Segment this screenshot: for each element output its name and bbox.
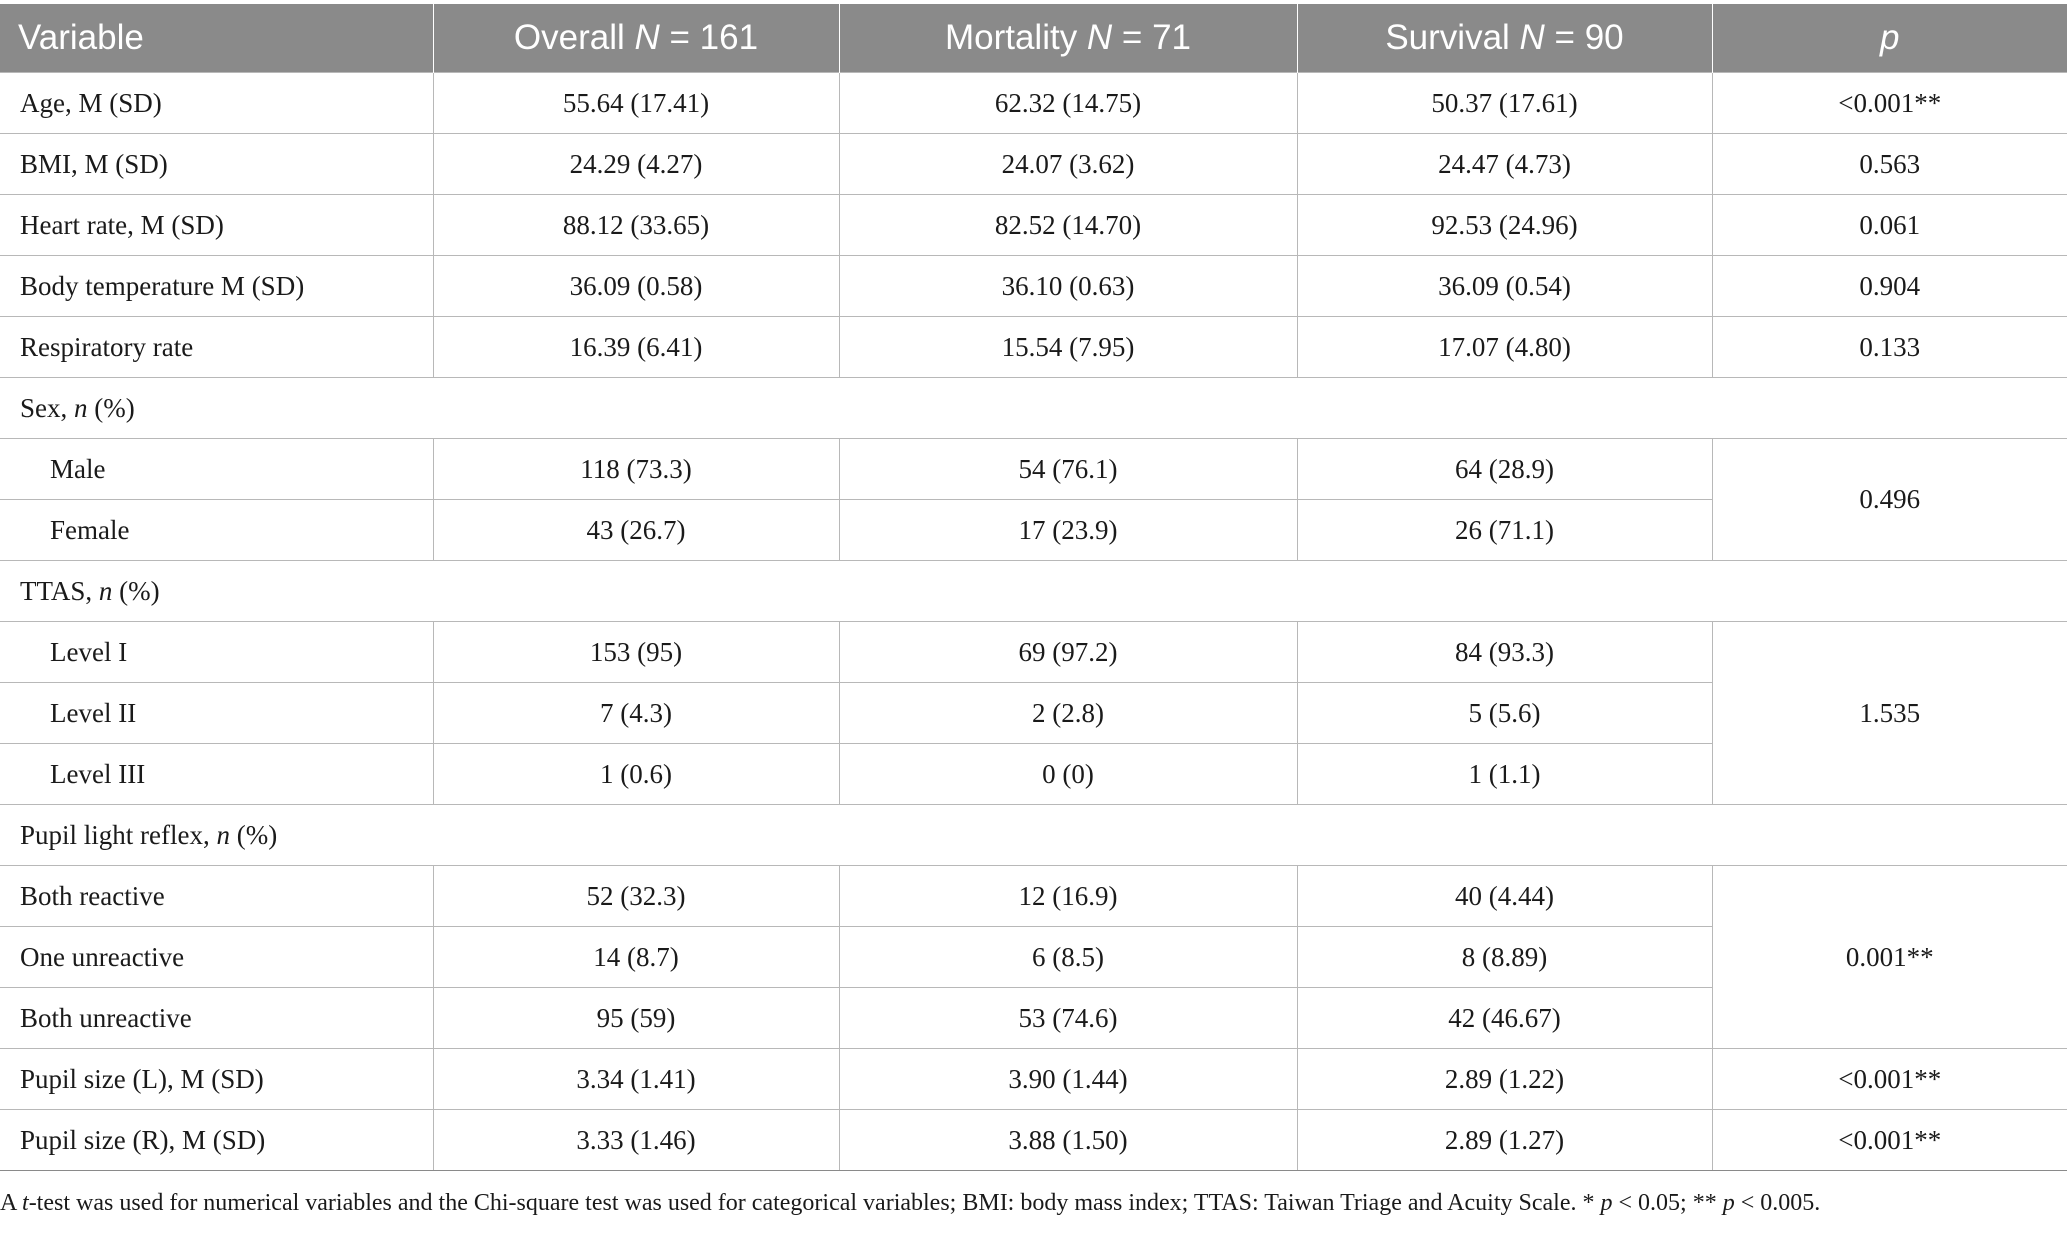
cell-mortality: 82.52 (14.70) — [839, 195, 1297, 256]
table-row — [0, 866, 2067, 927]
cell-overall: 36.09 (0.58) — [433, 256, 839, 317]
header-overall: Overall N = 161 — [433, 4, 839, 73]
cell-p: 0.904 — [1712, 256, 2067, 317]
cell-overall: 43 (26.7) — [433, 500, 839, 561]
cell-mortality: 3.90 (1.44) — [839, 1049, 1297, 1110]
section-row — [0, 378, 2067, 439]
row-label: Both reactive — [0, 866, 433, 927]
header-row — [0, 4, 2067, 73]
cell-survival: 64 (28.9) — [1297, 439, 1712, 500]
row-label: Female — [0, 500, 433, 561]
row-label: Level I — [0, 622, 433, 683]
cell-mortality: 15.54 (7.95) — [839, 317, 1297, 378]
cell-p: 1.535 — [1712, 622, 2067, 805]
cell-overall: 1 (0.6) — [433, 744, 839, 805]
cell-survival: 17.07 (4.80) — [1297, 317, 1712, 378]
cell-survival: 26 (71.1) — [1297, 500, 1712, 561]
cell-p: 0.496 — [1712, 439, 2067, 561]
cell-mortality: 54 (76.1) — [839, 439, 1297, 500]
cell-survival: 8 (8.89) — [1297, 927, 1712, 988]
table-row — [0, 134, 2067, 195]
cell-survival: 1 (1.1) — [1297, 744, 1712, 805]
header-variable: Variable — [0, 4, 433, 73]
row-label: Age, M (SD) — [0, 73, 433, 134]
cell-mortality: 53 (74.6) — [839, 988, 1297, 1049]
cell-mortality: 69 (97.2) — [839, 622, 1297, 683]
section-row — [0, 805, 2067, 866]
row-label: Both unreactive — [0, 988, 433, 1049]
header-mortality: Mortality N = 71 — [839, 4, 1297, 73]
cell-overall: 118 (73.3) — [433, 439, 839, 500]
cell-mortality: 6 (8.5) — [839, 927, 1297, 988]
cell-p: <0.001** — [1712, 73, 2067, 134]
table-row — [0, 73, 2067, 134]
cell-p: <0.001** — [1712, 1049, 2067, 1110]
table-row — [0, 317, 2067, 378]
row-label: BMI, M (SD) — [0, 134, 433, 195]
cell-survival: 5 (5.6) — [1297, 683, 1712, 744]
row-label: Pupil size (L), M (SD) — [0, 1049, 433, 1110]
cell-overall: 153 (95) — [433, 622, 839, 683]
cell-survival: 40 (4.44) — [1297, 866, 1712, 927]
cell-mortality: 0 (0) — [839, 744, 1297, 805]
cell-overall: 95 (59) — [433, 988, 839, 1049]
table-row — [0, 439, 2067, 500]
cell-overall: 3.33 (1.46) — [433, 1110, 839, 1171]
section-row — [0, 561, 2067, 622]
cell-p: 0.001** — [1712, 866, 2067, 1049]
cell-overall: 16.39 (6.41) — [433, 317, 839, 378]
cell-overall: 88.12 (33.65) — [433, 195, 839, 256]
section-label-pupil: Pupil light reflex, n (%) — [0, 805, 2067, 866]
cell-survival: 50.37 (17.61) — [1297, 73, 1712, 134]
cell-mortality: 3.88 (1.50) — [839, 1110, 1297, 1171]
cell-overall: 7 (4.3) — [433, 683, 839, 744]
section-label-sex: Sex, n (%) — [0, 378, 2067, 439]
table-row — [0, 195, 2067, 256]
section-label-ttas: TTAS, n (%) — [0, 561, 2067, 622]
cell-survival: 36.09 (0.54) — [1297, 256, 1712, 317]
row-label: Heart rate, M (SD) — [0, 195, 433, 256]
cell-overall: 55.64 (17.41) — [433, 73, 839, 134]
table-row — [0, 1110, 2067, 1171]
cell-p: <0.001** — [1712, 1110, 2067, 1171]
cell-overall: 14 (8.7) — [433, 927, 839, 988]
cell-survival: 2.89 (1.22) — [1297, 1049, 1712, 1110]
cell-mortality: 24.07 (3.62) — [839, 134, 1297, 195]
cell-mortality: 17 (23.9) — [839, 500, 1297, 561]
cell-survival: 84 (93.3) — [1297, 622, 1712, 683]
cell-mortality: 12 (16.9) — [839, 866, 1297, 927]
cell-survival: 42 (46.67) — [1297, 988, 1712, 1049]
cell-mortality: 36.10 (0.63) — [839, 256, 1297, 317]
row-label: Level II — [0, 683, 433, 744]
row-label: Level III — [0, 744, 433, 805]
cell-p: 0.563 — [1712, 134, 2067, 195]
cell-mortality: 2 (2.8) — [839, 683, 1297, 744]
header-p: p — [1712, 4, 2067, 73]
table-footnote: A t-test was used for numerical variables and the Chi-square test was used for categorical variables; BMI: body mass index; TTAS: Taiwan Triage and Acuity Scale. * p < 0.05; ** p < 0.005. — [0, 1190, 1821, 1216]
cell-mortality: 62.32 (14.75) — [839, 73, 1297, 134]
cell-p: 0.133 — [1712, 317, 2067, 378]
cell-overall: 3.34 (1.41) — [433, 1049, 839, 1110]
row-label: One unreactive — [0, 927, 433, 988]
data-table — [0, 4, 2067, 1171]
row-label: Pupil size (R), M (SD) — [0, 1110, 433, 1171]
cell-overall: 52 (32.3) — [433, 866, 839, 927]
row-label: Body temperature M (SD) — [0, 256, 433, 317]
table-row — [0, 1049, 2067, 1110]
table-row — [0, 622, 2067, 683]
cell-overall: 24.29 (4.27) — [433, 134, 839, 195]
row-label: Respiratory rate — [0, 317, 433, 378]
row-label: Male — [0, 439, 433, 500]
header-survival: Survival N = 90 — [1297, 4, 1712, 73]
cell-survival: 24.47 (4.73) — [1297, 134, 1712, 195]
cell-survival: 92.53 (24.96) — [1297, 195, 1712, 256]
table-row — [0, 256, 2067, 317]
cell-survival: 2.89 (1.27) — [1297, 1110, 1712, 1171]
cell-p: 0.061 — [1712, 195, 2067, 256]
